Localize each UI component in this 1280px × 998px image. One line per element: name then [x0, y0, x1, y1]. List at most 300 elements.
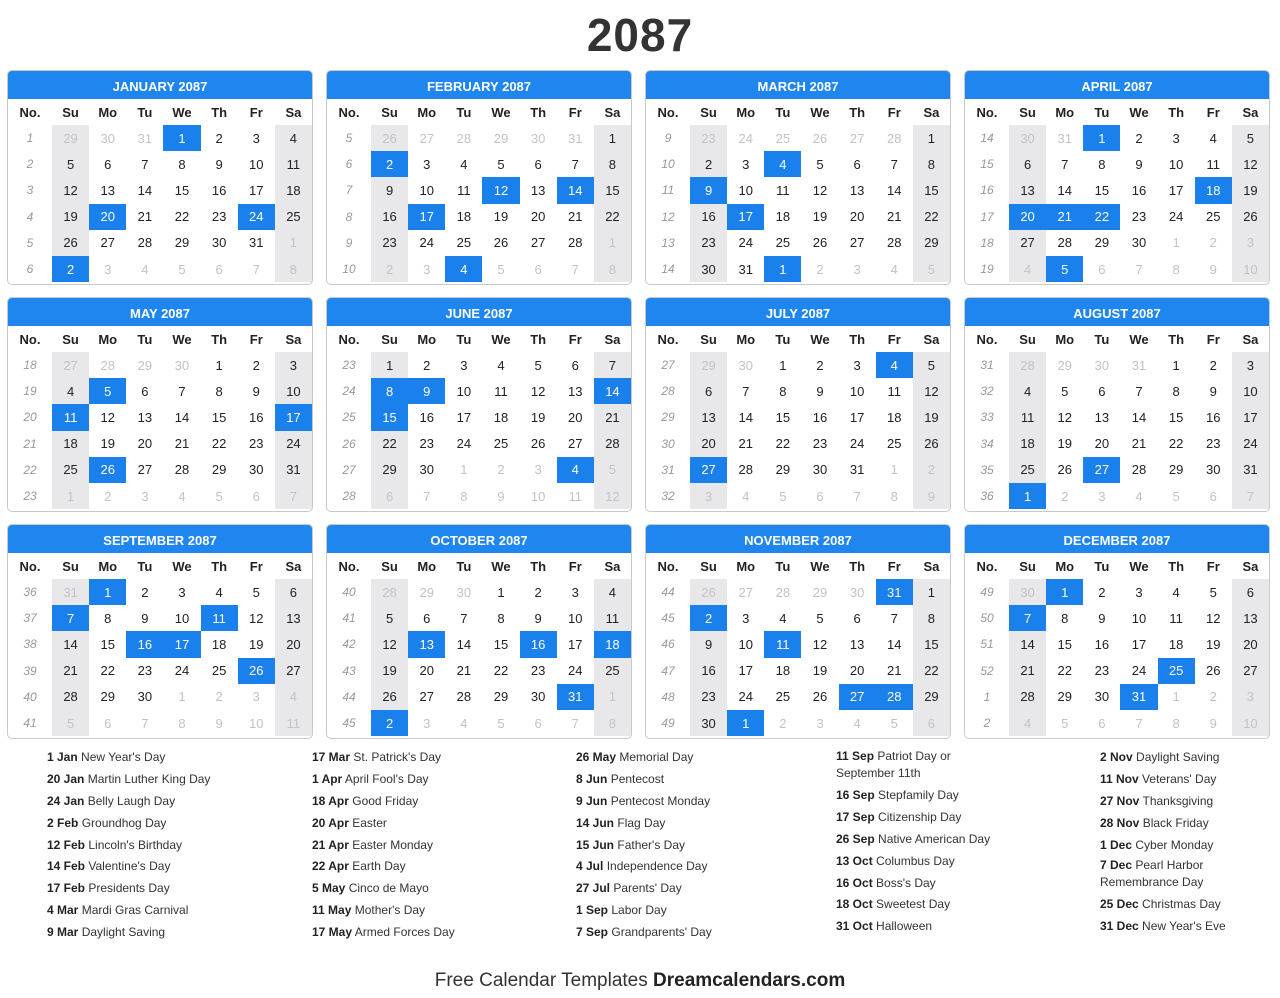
- day-cell: 23: [1131, 209, 1147, 225]
- holiday-name: Pearl Harbor Remembrance Day: [1100, 858, 1204, 890]
- holiday-date: 13 Oct: [836, 853, 873, 868]
- day-cell: 20: [568, 409, 583, 425]
- day-cell: 14: [1057, 182, 1072, 198]
- adjacent-month-day: 8: [1172, 715, 1180, 731]
- day-cell: 27: [1232, 658, 1269, 684]
- day-cell: 17: [1232, 404, 1269, 430]
- day-cell: 4: [764, 151, 801, 177]
- week-row: [327, 457, 631, 483]
- day-cell: 6: [571, 357, 579, 373]
- weekday-header: Th: [849, 558, 866, 574]
- holiday-column: [47, 748, 210, 945]
- week-row: [8, 151, 312, 177]
- day-cell: 25: [1206, 209, 1221, 225]
- day-cell: 15: [211, 409, 227, 425]
- adjacent-month-day: 7: [1232, 483, 1269, 509]
- week-row: [8, 631, 312, 657]
- day-cell: 17: [738, 663, 753, 679]
- holiday-date: 16 Sep: [836, 788, 875, 802]
- day-cell: 11: [201, 605, 238, 631]
- day-cell: 24: [456, 436, 472, 452]
- holiday-list: [0, 748, 1280, 948]
- day-cell: 9: [816, 383, 824, 399]
- footer: [0, 970, 1280, 992]
- week-row: [965, 710, 1269, 736]
- holiday-column: [576, 748, 712, 945]
- week-row: [646, 457, 950, 483]
- week-number-header: No.: [976, 104, 998, 120]
- week-number: 23: [23, 489, 37, 504]
- day-cell: 10: [1168, 156, 1184, 172]
- adjacent-month-day: 30: [1009, 125, 1046, 151]
- day-cell: 10: [738, 182, 753, 198]
- week-number: 42: [342, 637, 356, 652]
- day-cell: 27: [137, 462, 153, 478]
- adjacent-month-day: 3: [423, 261, 431, 277]
- day-cell: 21: [1131, 436, 1147, 452]
- adjacent-month-day: 6: [371, 483, 408, 509]
- holiday-date: 27 Jul: [576, 881, 611, 896]
- adjacent-month-day: 8: [460, 488, 468, 504]
- weekday-header: Mo: [1055, 558, 1075, 574]
- day-cell: 9: [534, 610, 542, 626]
- adjacent-month-day: 31: [1057, 130, 1072, 146]
- day-cell: 8: [1172, 383, 1180, 399]
- day-cell: 4: [779, 610, 787, 626]
- day-cell: 26: [913, 431, 950, 457]
- week-number: 16: [980, 183, 994, 198]
- day-cell: 1: [371, 352, 408, 378]
- week-number: 46: [661, 637, 675, 652]
- day-cell: 6: [1009, 151, 1046, 177]
- day-cell: 12: [812, 636, 828, 652]
- day-cell: 7: [178, 383, 186, 399]
- weekday-header: We: [172, 558, 192, 574]
- week-number: 26: [342, 436, 356, 451]
- adjacent-month-day: 2: [816, 261, 824, 277]
- weekday-header: We: [172, 104, 192, 120]
- day-cell: 26: [812, 235, 828, 251]
- day-cell: 1: [913, 125, 950, 151]
- adjacent-month-day: 8: [890, 488, 898, 504]
- adjacent-month-day: 9: [1209, 715, 1217, 731]
- day-cell: 23: [137, 663, 153, 679]
- holiday-name: Native American Day: [878, 831, 991, 846]
- week-number: 19: [980, 262, 994, 277]
- day-cell: 7: [52, 605, 89, 631]
- week-row: [646, 579, 950, 605]
- day-cell: 19: [371, 658, 408, 684]
- day-cell: 10: [249, 156, 264, 172]
- week-number: 40: [342, 585, 356, 600]
- day-cell: 3: [423, 156, 431, 172]
- day-cell: 11: [275, 151, 312, 177]
- weekday-header: Tu: [1094, 558, 1110, 574]
- weekday-header: Th: [849, 104, 866, 120]
- weekday-header: Fr: [887, 558, 901, 574]
- day-cell: 6: [423, 610, 431, 626]
- holiday-item: [1100, 770, 1260, 792]
- week-number: 2: [26, 157, 34, 172]
- weekday-header: Mo: [98, 558, 118, 574]
- day-cell: 21: [137, 209, 153, 225]
- adjacent-month-day: 9: [1209, 261, 1217, 277]
- day-cell: 13: [568, 383, 583, 399]
- week-row: [646, 658, 950, 684]
- week-row: [965, 125, 1269, 151]
- day-cell: 24: [568, 663, 583, 679]
- week-row: [8, 125, 312, 151]
- adjacent-month-day: 3: [1098, 488, 1106, 504]
- day-cell: 25: [211, 663, 227, 679]
- holiday-item: [312, 901, 455, 923]
- day-cell: 14: [174, 409, 190, 425]
- day-cell: 11: [776, 182, 790, 198]
- holiday-date: 15 Jun: [576, 837, 615, 852]
- adjacent-month-day: 4: [1009, 710, 1046, 736]
- day-cell: 25: [1158, 658, 1195, 684]
- day-cell: 29: [100, 689, 115, 705]
- adjacent-month-day: 3: [853, 261, 861, 277]
- week-number: 12: [661, 209, 675, 224]
- day-cell: 15: [594, 177, 631, 203]
- day-cell: 20: [1232, 631, 1269, 657]
- day-cell: 17: [408, 204, 445, 230]
- holiday-date: 17 Feb: [47, 881, 86, 896]
- week-number-header: No.: [657, 558, 679, 574]
- day-cell: 15: [913, 631, 950, 657]
- day-cell: 2: [690, 605, 727, 631]
- adjacent-month-day: 8: [1172, 261, 1180, 277]
- day-cell: 2: [816, 357, 824, 373]
- holiday-column: [312, 748, 455, 945]
- holiday-item: [47, 923, 210, 945]
- week-row: [965, 177, 1269, 203]
- day-cell: 30: [690, 710, 727, 736]
- adjacent-month-day: 5: [497, 261, 505, 277]
- day-cell: 12: [1057, 409, 1072, 425]
- holiday-name: Boss's Day: [876, 875, 936, 890]
- day-cell: 30: [690, 256, 727, 282]
- adjacent-month-day: 26: [371, 125, 408, 151]
- holiday-name: Black Friday: [1142, 815, 1209, 830]
- holiday-name: Flag Day: [617, 815, 666, 830]
- weekday-header: Sa: [1242, 558, 1259, 574]
- week-number: 18: [980, 235, 994, 250]
- holiday-item: [312, 857, 455, 879]
- day-cell: 7: [1009, 605, 1046, 631]
- week-number: 30: [661, 436, 675, 451]
- holiday-name: Presidents Day: [88, 881, 170, 896]
- holiday-item: [47, 748, 210, 770]
- day-cell: 13: [1094, 409, 1110, 425]
- day-cell: 6: [690, 378, 727, 404]
- holiday-item: [836, 786, 996, 808]
- week-row: [965, 256, 1269, 282]
- day-cell: 22: [1057, 663, 1072, 679]
- weekday-header: Su: [62, 331, 79, 347]
- day-cell: 5: [497, 156, 505, 172]
- week-number: 9: [345, 235, 353, 250]
- day-cell: 1: [779, 357, 787, 373]
- day-cell: 2: [1209, 357, 1217, 373]
- day-cell: 25: [594, 658, 631, 684]
- adjacent-month-day: 28: [775, 584, 791, 600]
- adjacent-month-day: 3: [690, 483, 727, 509]
- day-cell: 16: [1094, 636, 1110, 652]
- month-calendar: [7, 297, 313, 512]
- day-cell: 12: [52, 177, 89, 203]
- day-cell: 5: [1209, 584, 1217, 600]
- week-row: [327, 204, 631, 230]
- day-cell: 16: [371, 204, 408, 230]
- holiday-item: [576, 748, 712, 770]
- day-cell: 1: [215, 357, 223, 373]
- month-title: FEBRUARY 2087: [327, 71, 631, 99]
- holiday-date: 11 May: [312, 903, 352, 918]
- day-cell: 31: [275, 457, 312, 483]
- holiday-item: [576, 836, 712, 858]
- day-cell: 3: [460, 357, 468, 373]
- weekday-header: Tu: [456, 104, 472, 120]
- adjacent-month-day: 30: [1009, 579, 1046, 605]
- month-calendar: [645, 297, 951, 512]
- adjacent-month-day: 9: [215, 715, 223, 731]
- day-cell: 24: [738, 235, 753, 251]
- day-cell: 26: [1232, 204, 1269, 230]
- day-cell: 22: [913, 658, 950, 684]
- day-cell: 13: [275, 605, 312, 631]
- holiday-date: 5 May: [312, 881, 346, 896]
- day-cell: 15: [371, 404, 408, 430]
- day-cell: 27: [419, 689, 434, 705]
- holiday-name: Mardi Gras Carnival: [81, 903, 189, 918]
- week-number: 18: [23, 358, 37, 373]
- adjacent-month-day: 7: [1135, 715, 1143, 731]
- day-cell: 4: [460, 156, 468, 172]
- day-cell: 23: [530, 663, 546, 679]
- day-cell: 25: [1009, 457, 1046, 483]
- adjacent-month-day: 3: [252, 689, 260, 705]
- holiday-item: [576, 814, 712, 836]
- holiday-date: 21 Apr: [312, 837, 349, 852]
- week-row: [646, 631, 950, 657]
- holiday-item: [836, 830, 996, 852]
- month-calendar: [645, 524, 951, 739]
- day-cell: 20: [419, 663, 434, 679]
- month-calendar: [326, 297, 632, 512]
- adjacent-month-day: 1: [1009, 483, 1046, 509]
- week-number: 6: [26, 262, 34, 277]
- week-number: 51: [980, 637, 994, 652]
- week-row: [8, 404, 312, 430]
- day-cell: 8: [913, 605, 950, 631]
- day-cell: 3: [571, 584, 579, 600]
- day-cell: 2: [252, 357, 260, 373]
- adjacent-month-day: 9: [913, 483, 950, 509]
- week-row: [8, 710, 312, 736]
- adjacent-month-day: 28: [371, 579, 408, 605]
- day-cell: 23: [371, 230, 408, 256]
- week-number: 36: [23, 585, 37, 600]
- adjacent-month-day: 23: [690, 125, 727, 151]
- adjacent-month-day: 10: [530, 488, 546, 504]
- day-cell: 11: [764, 631, 801, 657]
- adjacent-month-day: 28: [1009, 352, 1046, 378]
- adjacent-month-day: 4: [141, 261, 149, 277]
- day-cell: 16: [419, 409, 434, 425]
- week-row: [646, 256, 950, 282]
- day-cell: 27: [849, 235, 865, 251]
- week-row: [965, 151, 1269, 177]
- day-cell: 14: [557, 177, 594, 203]
- day-cell: 26: [89, 457, 126, 483]
- day-cell: 3: [1172, 130, 1180, 146]
- weekday-header: Tu: [137, 331, 153, 347]
- day-cell: 31: [557, 684, 594, 710]
- holiday-name: St. Patrick's Day: [353, 750, 442, 764]
- day-cell: 18: [1009, 431, 1046, 457]
- day-cell: 9: [371, 177, 408, 203]
- week-row: [8, 378, 312, 404]
- weekday-header: Tu: [775, 558, 791, 574]
- day-cell: 30: [1094, 689, 1110, 705]
- day-cell: 10: [275, 378, 312, 404]
- day-cell: 14: [594, 378, 631, 404]
- holiday-date: 7 Sep: [576, 925, 609, 940]
- day-cell: 21: [1009, 658, 1046, 684]
- adjacent-month-day: 12: [594, 483, 631, 509]
- day-cell: 22: [913, 204, 950, 230]
- day-cell: 26: [530, 436, 546, 452]
- day-cell: 19: [249, 636, 264, 652]
- day-cell: 30: [530, 689, 546, 705]
- adjacent-month-day: 8: [594, 710, 631, 736]
- week-row: [965, 684, 1269, 710]
- day-cell: 28: [738, 462, 753, 478]
- week-number-header: No.: [976, 558, 998, 574]
- day-cell: 22: [371, 431, 408, 457]
- day-cell: 20: [690, 431, 727, 457]
- month-calendar: [964, 524, 1270, 739]
- day-cell: 21: [568, 209, 583, 225]
- day-cell: 4: [497, 357, 505, 373]
- day-cell: 1: [89, 579, 126, 605]
- holiday-name: Father's Day: [617, 837, 686, 852]
- adjacent-month-day: 1: [594, 684, 631, 710]
- weekday-header: Sa: [285, 558, 302, 574]
- holiday-date: 27 Nov: [1100, 793, 1140, 808]
- weekday-header: Mo: [417, 331, 437, 347]
- adjacent-month-day: 7: [252, 261, 260, 277]
- day-cell: 19: [493, 209, 509, 225]
- month-title: DECEMBER 2087: [965, 525, 1269, 553]
- week-number: 28: [661, 384, 675, 399]
- adjacent-month-day: 29: [690, 352, 727, 378]
- day-cell: 24: [1131, 663, 1147, 679]
- day-cell: 28: [456, 689, 472, 705]
- day-cell: 7: [460, 610, 468, 626]
- holiday-name: Columbus Day: [876, 853, 955, 868]
- day-cell: 12: [100, 409, 115, 425]
- day-cell: 21: [738, 436, 753, 452]
- adjacent-month-day: 2: [215, 689, 223, 705]
- week-number: 10: [342, 262, 356, 277]
- week-row: [965, 658, 1269, 684]
- holiday-name: Citizenship Day: [878, 809, 962, 824]
- week-number: 45: [342, 716, 356, 731]
- day-cell: 2: [534, 584, 542, 600]
- footer-brand[interactable]: Dreamcalendars.com: [653, 970, 846, 991]
- week-number: 20: [23, 410, 37, 425]
- day-cell: 4: [876, 352, 913, 378]
- day-cell: 26: [238, 658, 275, 684]
- day-cell: 7: [141, 156, 149, 172]
- day-cell: 26: [52, 230, 89, 256]
- day-cell: 27: [530, 235, 546, 251]
- day-cell: 29: [174, 235, 190, 251]
- holiday-item: [836, 917, 996, 939]
- adjacent-month-day: 4: [853, 715, 861, 731]
- day-cell: 17: [568, 636, 583, 652]
- day-cell: 19: [530, 409, 546, 425]
- week-number: 49: [980, 585, 994, 600]
- adjacent-month-day: 6: [1209, 488, 1217, 504]
- day-cell: 22: [775, 436, 791, 452]
- day-cell: 15: [1168, 409, 1184, 425]
- day-cell: 1: [1083, 125, 1120, 151]
- weekday-header: We: [491, 558, 511, 574]
- day-cell: 30: [1206, 462, 1221, 478]
- weekday-header: Th: [211, 558, 228, 574]
- week-number: 37: [23, 611, 37, 626]
- week-row: [646, 605, 950, 631]
- weekday-header: Th: [849, 331, 866, 347]
- week-row: [965, 230, 1269, 256]
- day-cell: 25: [493, 436, 509, 452]
- adjacent-month-day: 2: [913, 457, 950, 483]
- week-number: 21: [23, 436, 37, 451]
- adjacent-month-day: 4: [1009, 256, 1046, 282]
- adjacent-month-day: 7: [423, 488, 431, 504]
- day-cell: 3: [252, 130, 260, 146]
- day-cell: 14: [456, 636, 472, 652]
- holiday-item: [1100, 814, 1260, 836]
- day-cell: 2: [423, 357, 431, 373]
- day-cell: 15: [100, 636, 115, 652]
- adjacent-month-day: 30: [1094, 357, 1110, 373]
- week-number: 5: [26, 235, 34, 250]
- day-cell: 3: [853, 357, 861, 373]
- weekday-header: Mo: [98, 104, 118, 120]
- adjacent-month-day: 6: [104, 715, 112, 731]
- holiday-date: 25 Dec: [1100, 897, 1139, 912]
- weekday-header: Sa: [604, 104, 621, 120]
- day-cell: 4: [1209, 130, 1217, 146]
- adjacent-month-day: 28: [887, 130, 902, 146]
- holiday-item: [312, 748, 455, 770]
- holiday-name: Veterans' Day: [1142, 771, 1217, 786]
- day-cell: 18: [775, 209, 791, 225]
- day-cell: 1: [497, 584, 505, 600]
- holiday-date: 1 Dec: [1100, 837, 1133, 852]
- day-cell: 11: [52, 404, 89, 430]
- adjacent-month-day: 29: [493, 130, 509, 146]
- weekday-header: We: [1129, 104, 1149, 120]
- day-cell: 13: [849, 636, 865, 652]
- adjacent-month-day: 2: [779, 715, 787, 731]
- weekday-header: We: [810, 558, 830, 574]
